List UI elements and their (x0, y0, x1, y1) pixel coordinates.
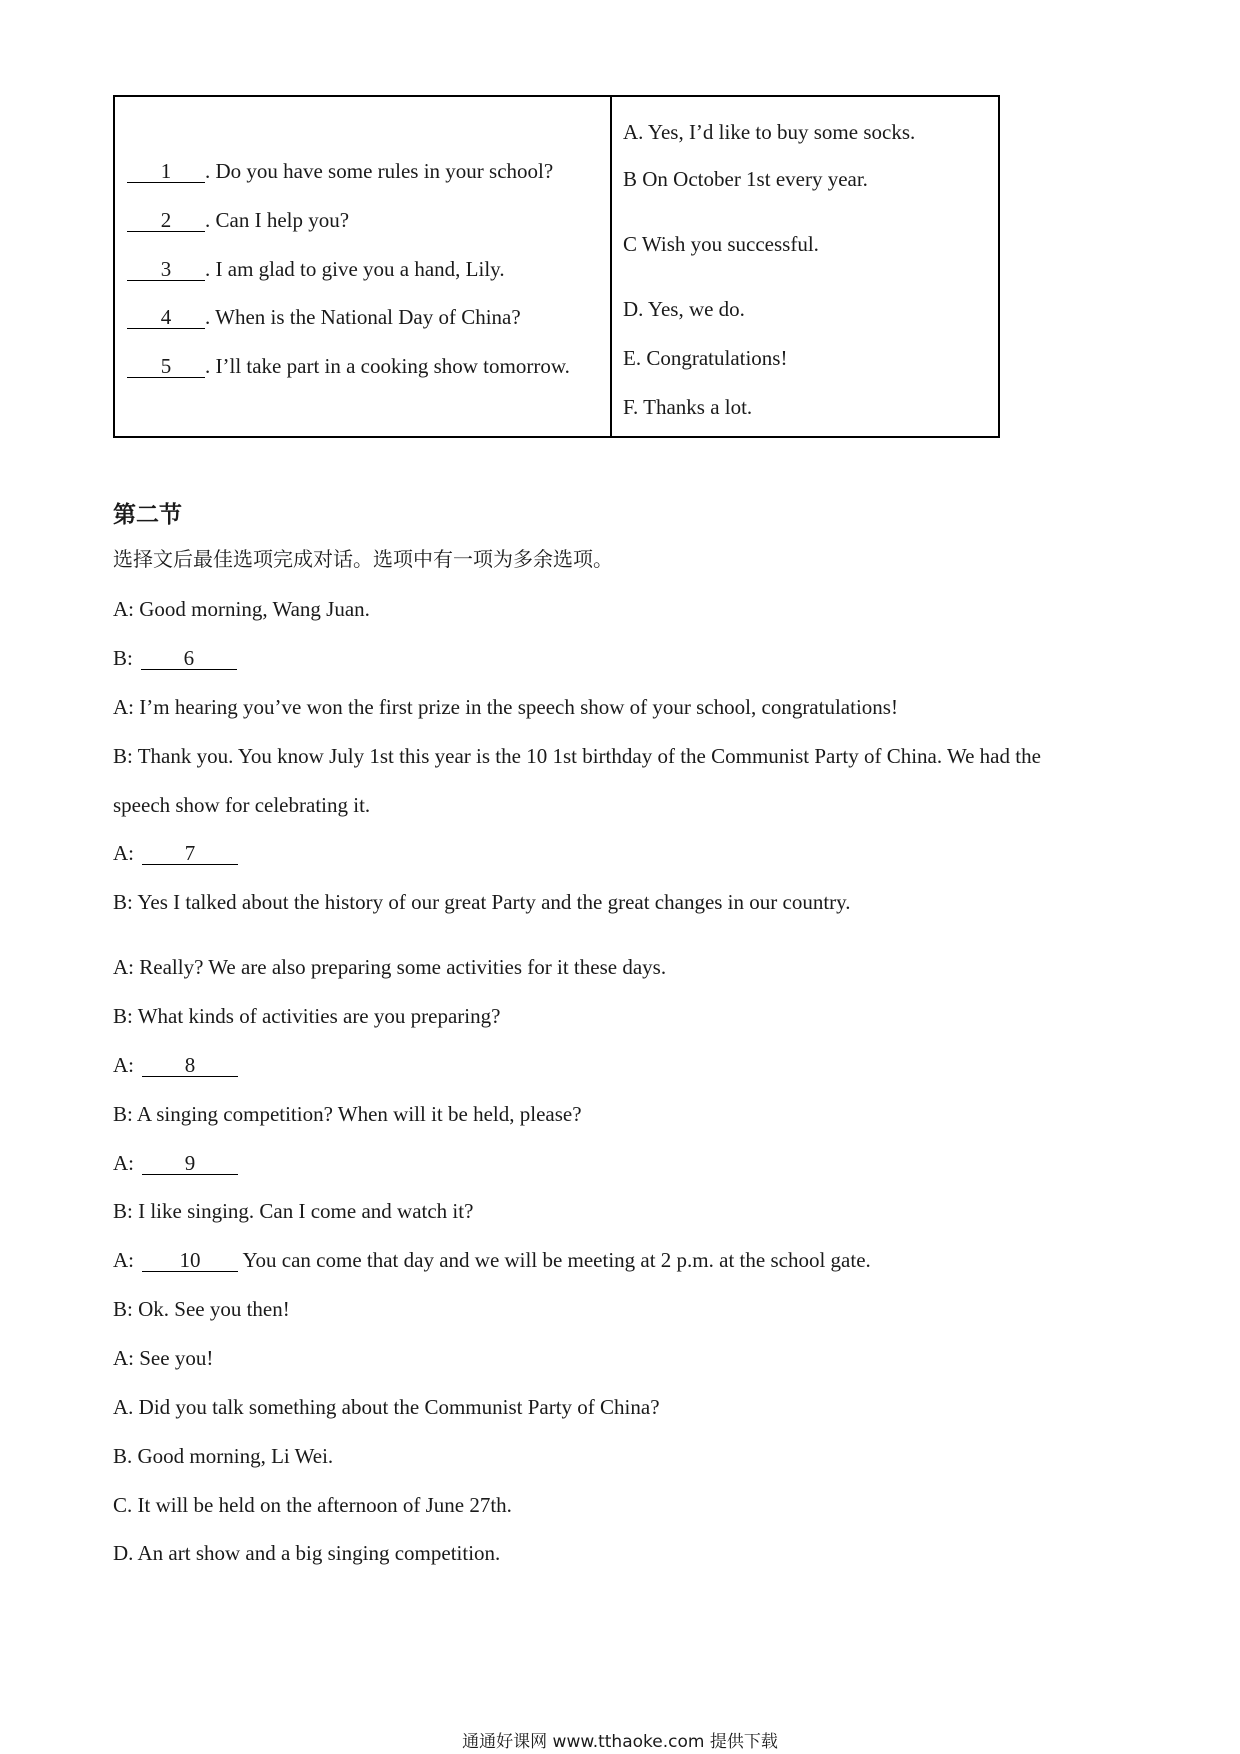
speaker-label: B: (113, 1102, 133, 1126)
question-4 (127, 304, 521, 330)
question-1 (127, 158, 553, 184)
dialogue-line (113, 1247, 871, 1273)
question-5 (127, 353, 570, 379)
dialogue-line (113, 743, 1041, 769)
questions-column (115, 97, 612, 436)
answer-blank[interactable]: 7 (142, 842, 238, 865)
speaker-label: B: (113, 1199, 133, 1223)
speaker-label: A: (113, 695, 134, 719)
dialogue-line (113, 1150, 238, 1176)
option-a: A. Yes, I’d like to buy some socks. (623, 120, 916, 144)
answer-blank[interactable]: 6 (141, 647, 237, 670)
dialogue-line (113, 596, 370, 622)
dialogue-line (113, 694, 898, 720)
speaker-label: A: (113, 1346, 134, 1370)
answer-blank[interactable]: 8 (142, 1054, 238, 1077)
dialogue-line (113, 792, 370, 818)
speaker-label: A: (113, 955, 134, 979)
line-text: See you! (134, 1346, 214, 1370)
speaker-label: B: (113, 646, 133, 670)
answer-blank[interactable]: 2 (127, 209, 205, 232)
answer-blank[interactable]: 1 (127, 160, 205, 183)
choice-d: D. An art show and a big singing competition. (113, 1541, 501, 1565)
answer-blank[interactable]: 3 (127, 258, 205, 281)
speaker-label: A: (113, 597, 134, 621)
dialogue-line (113, 1101, 582, 1127)
dialogue-line (113, 889, 851, 915)
dialogue-line (113, 954, 666, 980)
line-text: Really? We are also preparing some activities for it these days. (134, 955, 667, 979)
options-column (612, 97, 998, 436)
question-text: . When is the National Day of China? (205, 305, 521, 329)
speaker-label: A: (113, 1248, 134, 1272)
choice-a: A. Did you talk something about the Communist Party of China? (113, 1395, 660, 1419)
choice-b: B. Good morning, Li Wei. (113, 1444, 334, 1468)
line-text: speech show for celebrating it. (113, 793, 371, 817)
question-text: . Can I help you? (205, 208, 350, 232)
question-3 (127, 256, 505, 282)
dialogue-line (113, 1052, 238, 1078)
line-text: Thank you. You know July 1st this year is the 10 1st birthday of the Communist Party of China. We had the (132, 744, 1041, 768)
line-text: Yes I talked about the history of our great Party and the great changes in our country. (132, 890, 851, 914)
question-2 (127, 207, 349, 233)
question-text: . I am glad to give you a hand, Lily. (205, 257, 505, 281)
option-b: B On October 1st every year. (623, 167, 868, 191)
option-d: D. Yes, we do. (623, 297, 745, 321)
speaker-label: A: (113, 841, 134, 865)
line-text: I like singing. Can I come and watch it? (132, 1199, 474, 1223)
line-text: Good morning, Wang Juan. (134, 597, 370, 621)
line-text: Ok. See you then! (132, 1297, 290, 1321)
speaker-label: B: (113, 1004, 133, 1028)
line-text: What kinds of activities are you preparing? (132, 1004, 501, 1028)
answer-blank[interactable]: 4 (127, 306, 205, 329)
answer-blank[interactable]: 9 (142, 1152, 238, 1175)
option-e: E. Congratulations! (623, 346, 788, 370)
option-c: C Wish you successful. (623, 232, 819, 256)
section-heading: 第二节 (113, 502, 182, 528)
matching-table (113, 95, 1000, 438)
speaker-label: B: (113, 890, 133, 914)
dialogue-line (113, 1003, 500, 1029)
dialogue-line (113, 840, 238, 866)
line-text: You can come that day and we will be meeting at 2 p.m. at the school gate. (238, 1248, 871, 1272)
line-text: A singing competition? When will it be held, please? (132, 1102, 582, 1126)
speaker-label: B: (113, 744, 133, 768)
choice-c: C. It will be held on the afternoon of June 27th. (113, 1493, 512, 1517)
line-text: I’m hearing you’ve won the first prize in the speech show of your school, congratulations! (134, 695, 898, 719)
answer-blank[interactable]: 5 (127, 355, 205, 378)
question-text: . Do you have some rules in your school? (205, 159, 554, 183)
speaker-label: A: (113, 1053, 134, 1077)
section-instruction: 选择文后最佳选项完成对话。选项中有一项为多余选项。 (113, 547, 613, 571)
dialogue-line (113, 1345, 213, 1371)
speaker-label: B: (113, 1297, 133, 1321)
dialogue-line (113, 1198, 473, 1224)
option-f: F. Thanks a lot. (623, 395, 753, 419)
speaker-label: A: (113, 1151, 134, 1175)
question-text: . I’ll take part in a cooking show tomorrow. (205, 354, 570, 378)
dialogue-line (113, 645, 237, 671)
dialogue-line (113, 1296, 290, 1322)
page-footer: 通通好课网 www.tthaoke.com 提供下载 (462, 1732, 778, 1752)
answer-blank[interactable]: 10 (142, 1249, 238, 1272)
